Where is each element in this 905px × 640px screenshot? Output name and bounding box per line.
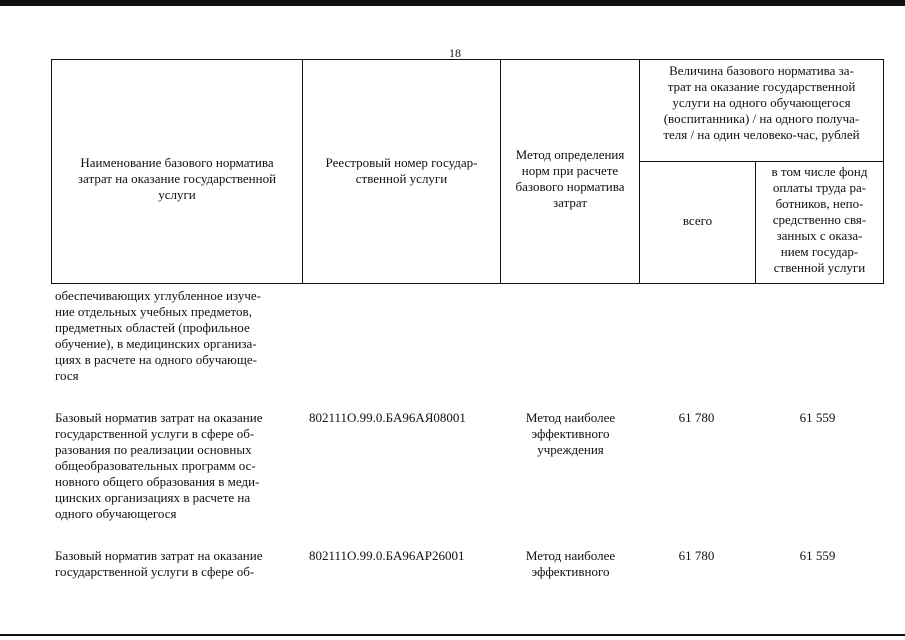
bottom-border (0, 634, 905, 636)
table-row-1-fot: 61 559 (799, 410, 836, 425)
table-row-2-fot: 61 559 (799, 548, 836, 563)
table-row-1-method: Метод наиболее эффективного учреждения (525, 410, 616, 457)
header-name-text: Наименование базового норматива затрат на оказание государственной услуги (77, 155, 277, 202)
table-row-1-name: Базовый норматив затрат на оказание государственной услуги в сфере об- разования по реализации основных общеобразовательных программ ос- новного общего образования в меди- цинских организациях в расчете на одного обучающегося (55, 410, 263, 521)
top-border (0, 0, 905, 6)
table-row-1-code: 802111О.99.0.БА96АЯ08001 (309, 410, 466, 425)
header-code-text: Реестровый номер государ- ственной услуги (325, 155, 478, 186)
table-row-2-code: 802111О.99.0.БА96АР26001 (309, 548, 465, 563)
header-total-text: всего (682, 213, 713, 228)
table-row-2-total: 61 780 (678, 548, 715, 563)
table-row-1-total: 61 780 (678, 410, 715, 425)
header-value-text: Величина базового норматива за- трат на оказание государственной услуги на одного обучающегося (воспитанника) / на одного получа- теля / на один человеко-час, рублей (663, 63, 860, 142)
header-fot-text: в том числе фонд оплаты труда ра- ботников, непо- средственно свя- занных с оказа- нием государ- ственной услуги (771, 164, 868, 275)
table-row-2-method: Метод наиболее эффективного (525, 548, 616, 579)
table-row-2-name: Базовый норматив затрат на оказание государственной услуги в сфере об- (55, 548, 263, 579)
row-continued-name: обеспечивающих углубленное изуче- ние отдельных учебных предметов, предметных областей (профильное обучение), в медицинских организа- циях в расчете на одного обучающе- гося (55, 288, 261, 383)
header-method-text: Метод определения норм при расчете базового норматива затрат (515, 147, 625, 210)
page-number: 18 (449, 46, 461, 60)
